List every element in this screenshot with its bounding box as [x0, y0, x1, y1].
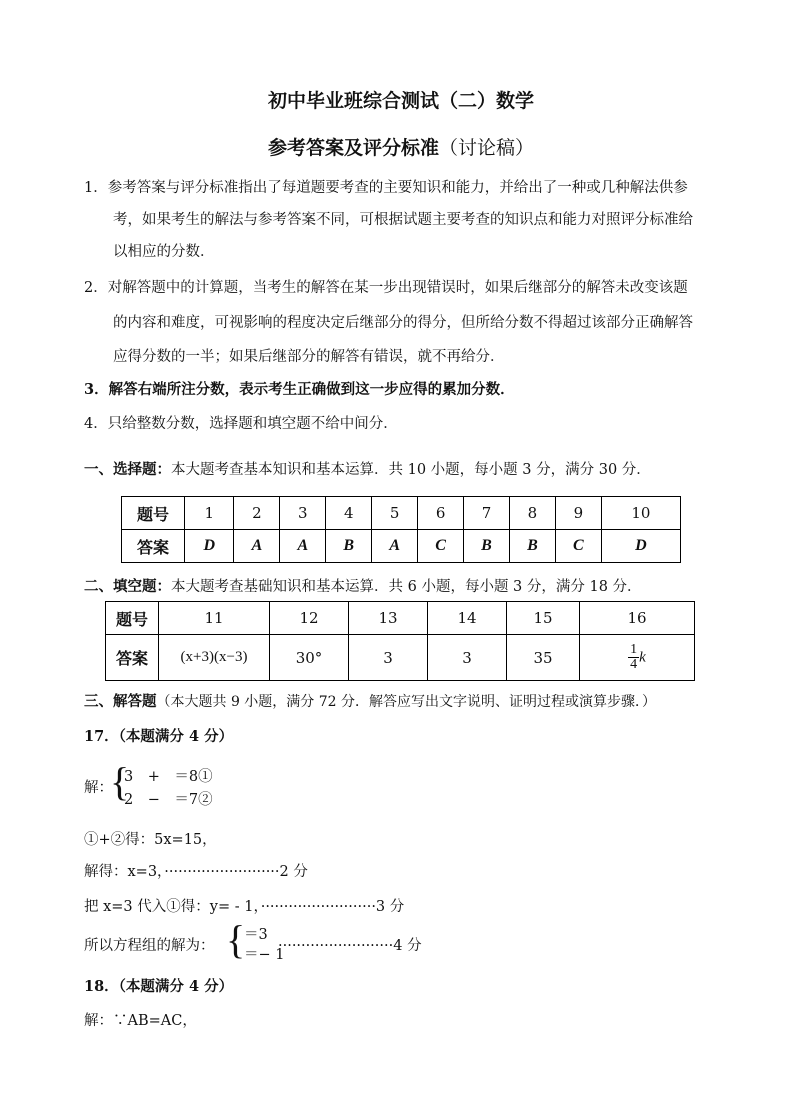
- choice-answer-4: B: [326, 530, 372, 563]
- subtitle-note: （讨论稿）: [439, 137, 535, 159]
- instruction-2-line-1: 2．对解答题中的计算题，当考生的解答在某一步出现错误时，如果后继部分的解答未改变该题: [84, 280, 688, 296]
- choice-answer-7: B: [464, 530, 510, 563]
- q18-line-1: 解：∵AB=AC，: [84, 1013, 197, 1029]
- fill-number-14: 14: [428, 602, 507, 635]
- instruction-2-line-2: 的内容和难度，可视影响的程度决定后继部分的得分，但所给分数不得超过该部分正确解答: [113, 315, 693, 331]
- section-2-label: 二、填空题：: [84, 578, 171, 595]
- instruction-4: 4．只给整数分数，选择题和填空题不给中间分．: [84, 416, 398, 432]
- choice-answer-8: B: [509, 530, 555, 563]
- q17-equation-1: 3 + ＝8①: [124, 769, 213, 785]
- choice-number-5: 5: [372, 497, 418, 530]
- fill-answer-15: 35: [507, 635, 580, 681]
- choice-answer-2: A: [234, 530, 280, 563]
- q17-solve-label: 解：: [84, 780, 113, 796]
- fill-row-label-number: 题号: [106, 602, 159, 635]
- section-3-heading: [84, 690, 656, 711]
- instruction-3: 3．解答右端所注分数，表示考生正确做到这一步应得的累加分数．: [84, 381, 515, 398]
- choice-answer-3: A: [280, 530, 326, 563]
- choice-number-1: 1: [185, 497, 234, 530]
- q17-step-1: ①+②得：5x=15，: [84, 832, 217, 848]
- choice-row-label-answer: 答案: [122, 530, 185, 563]
- choice-row-label-number: 题号: [122, 497, 185, 530]
- fill-number-11: 11: [159, 602, 270, 635]
- section-1-description: 本大题考查基本知识和基本运算．共 10 小题，每小题 3 分，满分 30 分．: [171, 462, 651, 478]
- choice-answer-6: C: [418, 530, 464, 563]
- instruction-1-line-3: 以相应的分数．: [113, 244, 215, 260]
- choice-answer-9: C: [555, 530, 601, 563]
- q17-solution-brace: {: [226, 917, 246, 962]
- choice-number-4: 4: [326, 497, 372, 530]
- choice-number-10: 10: [601, 497, 680, 530]
- q18-heading: 18．（本题满分 4 分）: [84, 978, 234, 995]
- page-subtitle: [0, 133, 802, 160]
- fraction-variable: k: [639, 649, 646, 666]
- choice-number-9: 9: [555, 497, 601, 530]
- choice-answer-5: A: [372, 530, 418, 563]
- fill-answer-11: (x+3)(x−3): [159, 635, 270, 681]
- section-3-label: 三、解答题: [84, 693, 157, 710]
- fill-number-13: 13: [349, 602, 428, 635]
- choice-number-2: 2: [234, 497, 280, 530]
- q17-step-3: 把 x=3 代入①得：y= - 1，·························3 分: [84, 899, 405, 915]
- fill-answer-13: 3: [349, 635, 428, 681]
- section-2-heading: [84, 575, 642, 596]
- q17-solution-1: ＝3: [244, 927, 268, 943]
- section-1-heading: [84, 458, 651, 479]
- section-2-description: 本大题考查基础知识和基本运算．共 6 小题，每小题 3 分，满分 18 分．: [171, 579, 642, 595]
- q17-step-4-label: 所以方程组的解为：: [84, 938, 215, 954]
- choice-answer-table: [121, 496, 681, 563]
- fraction-denominator: 4: [630, 657, 638, 672]
- fraction-numerator: 1: [630, 642, 638, 657]
- instruction-1-line-2: 考，如果考生的解法与参考答案不同，可根据试题主要考查的知识点和能力对照评分标准给: [113, 212, 693, 228]
- choice-number-6: 6: [418, 497, 464, 530]
- choice-answer-10: D: [601, 530, 680, 563]
- q17-step-4-score: ·························4 分: [278, 938, 422, 954]
- q17-system-brace: {: [110, 759, 130, 804]
- fill-number-16: 16: [580, 602, 695, 635]
- fill-answer-14: 3: [428, 635, 507, 681]
- q17-solution-2: ＝− 1: [244, 947, 285, 963]
- section-3-description: （本大题共 9 小题，满分 72 分．解答应写出文字说明、证明过程或演算步骤．）: [156, 694, 657, 710]
- fill-answer-table: [105, 601, 695, 681]
- fill-row-label-answer: 答案: [106, 635, 159, 681]
- fill-number-15: 15: [507, 602, 580, 635]
- instruction-2-line-3: 应得分数的一半；如果后继部分的解答有错误，就不再给分．: [113, 349, 505, 365]
- page-title: 初中毕业班综合测试（二）数学: [267, 90, 534, 112]
- choice-number-8: 8: [509, 497, 555, 530]
- instruction-1-line-1: 1．参考答案与评分标准指出了每道题要考查的主要知识和能力，并给出了一种或几种解法供参: [84, 180, 688, 196]
- fill-number-12: 12: [270, 602, 349, 635]
- q17-equation-2: 2 − ＝7②: [124, 792, 213, 808]
- fraction: [628, 643, 639, 672]
- subtitle-main: 参考答案及评分标准: [267, 137, 439, 159]
- choice-number-7: 7: [464, 497, 510, 530]
- q17-heading: 17．（本题满分 4 分）: [84, 728, 234, 745]
- choice-number-3: 3: [280, 497, 326, 530]
- section-1-label: 一、选择题：: [84, 461, 171, 478]
- fill-answer-16: [580, 635, 695, 681]
- fill-answer-12: 30°: [270, 635, 349, 681]
- q17-step-2: 解得：x=3，·························2 分: [84, 864, 308, 880]
- choice-answer-1: D: [185, 530, 234, 563]
